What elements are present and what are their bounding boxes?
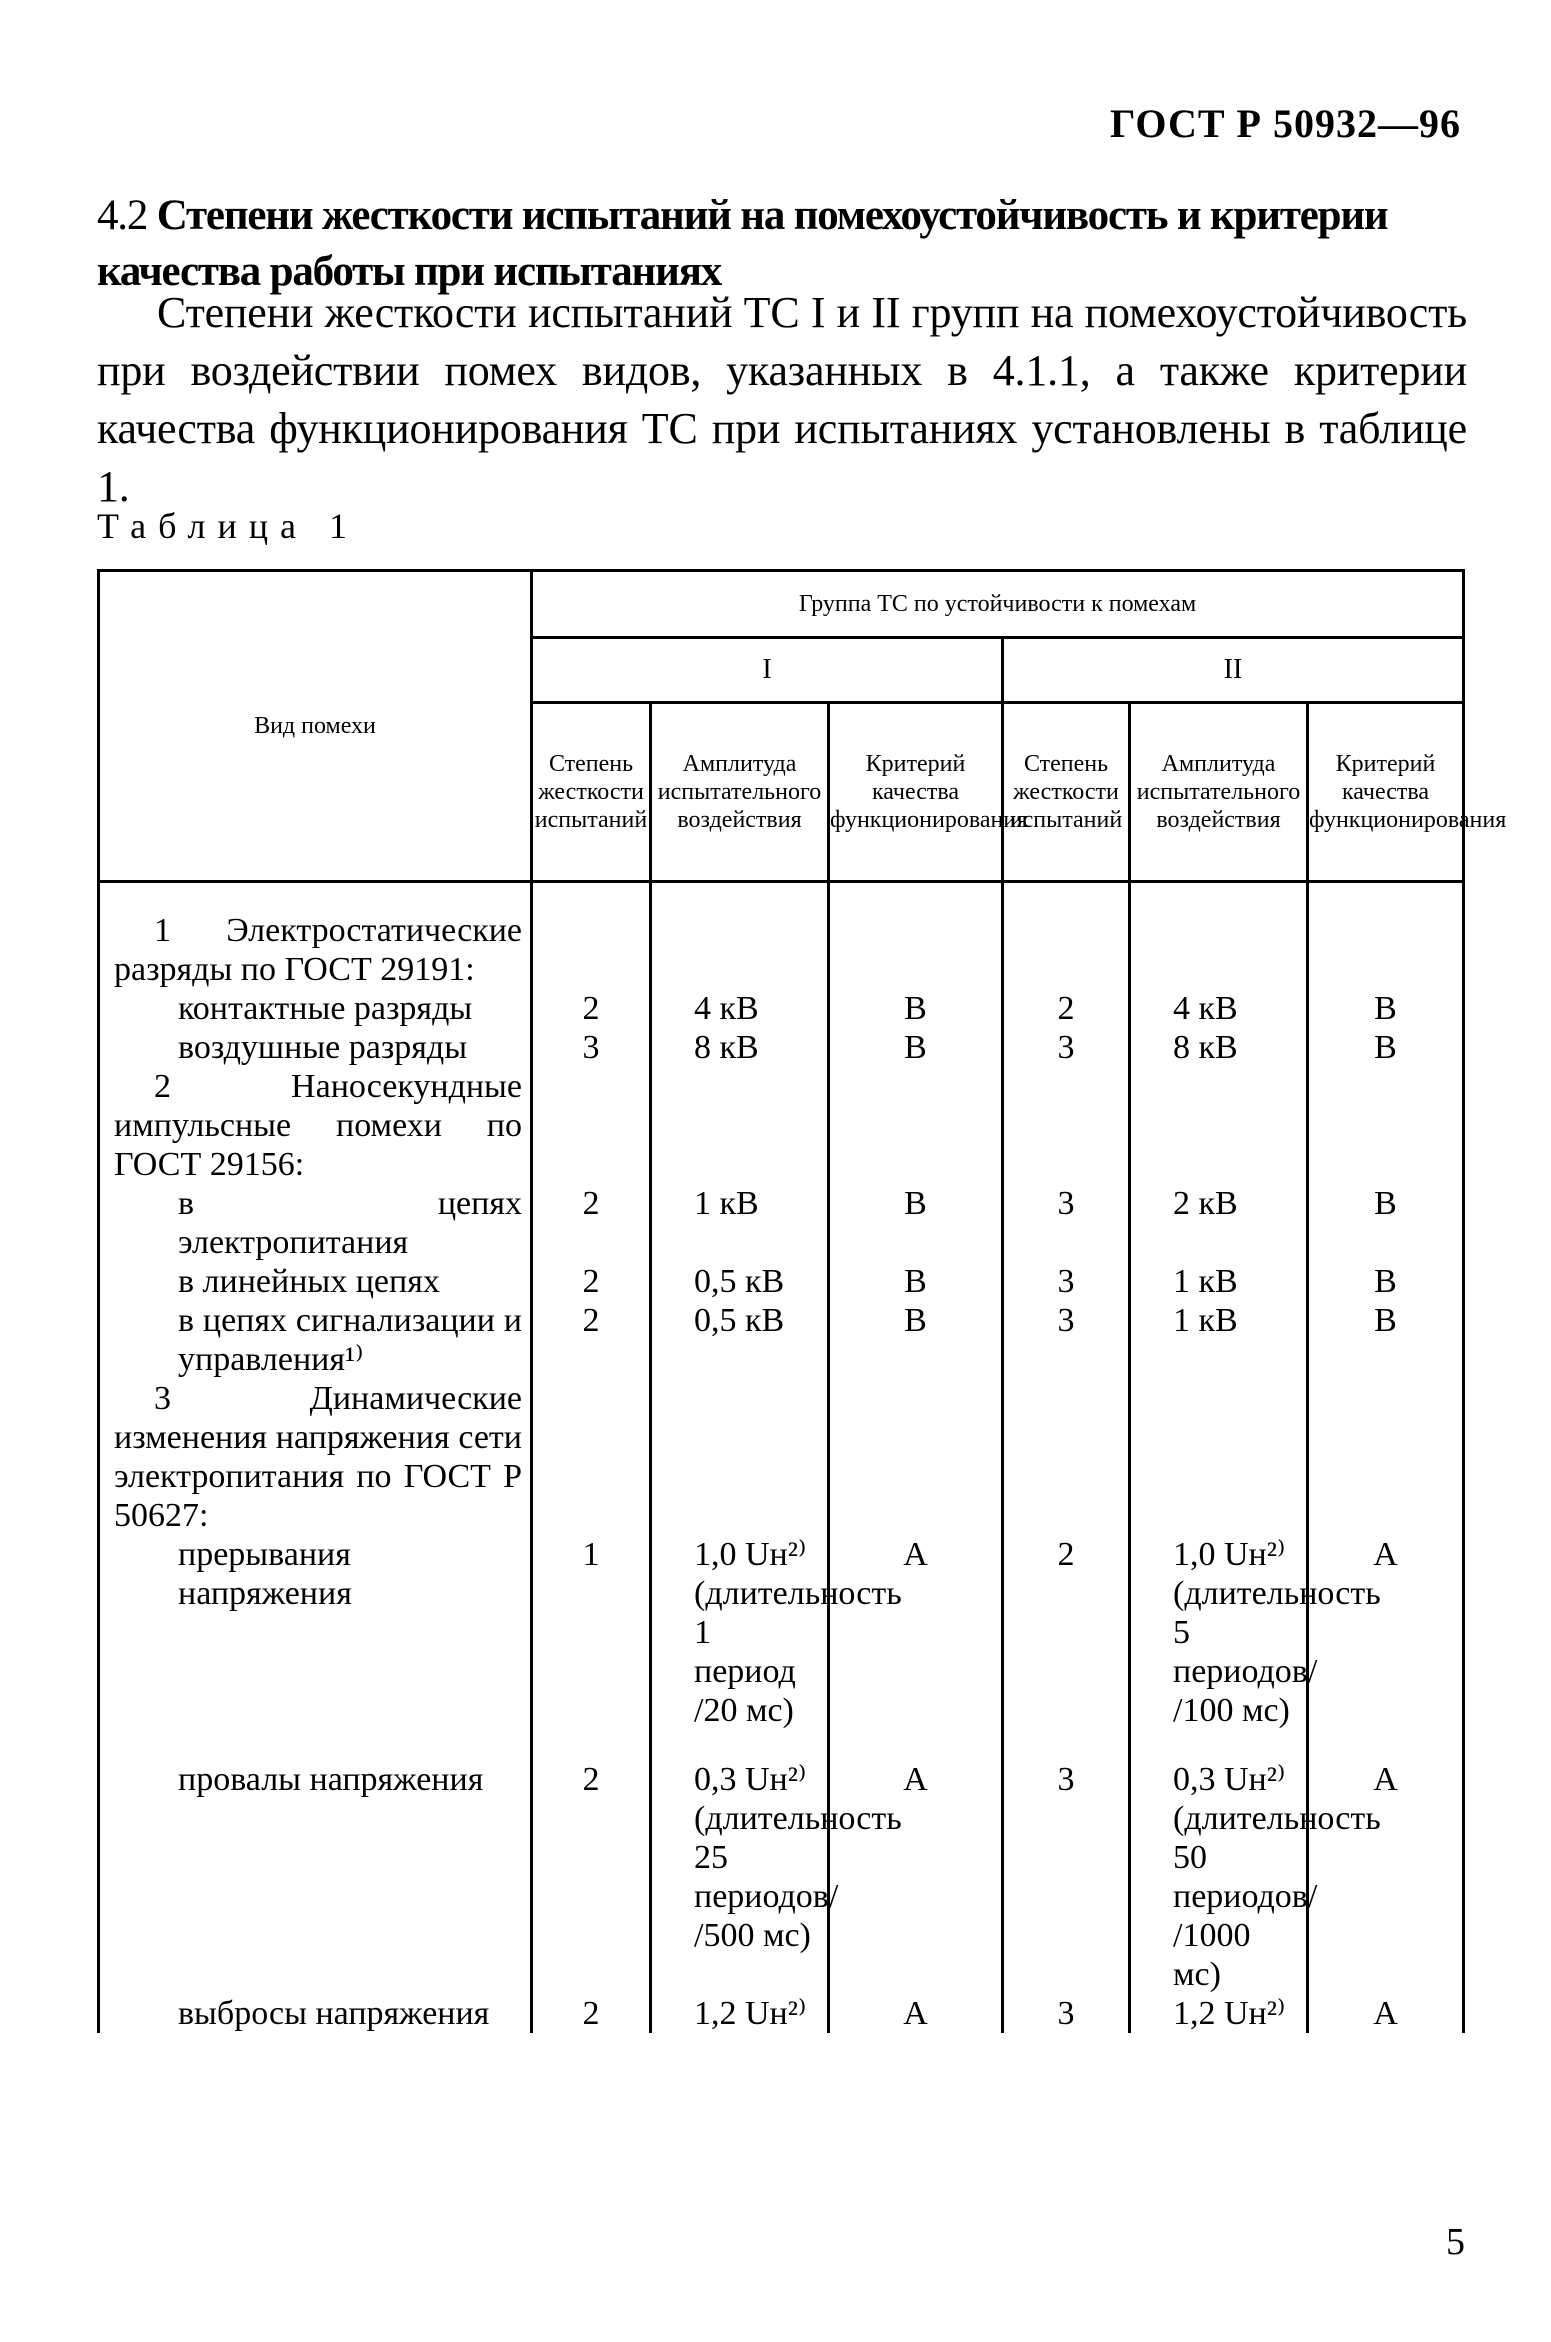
kind-text: 3 Динамические изменения напряжения сети электропитания по ГОСТ Р 50627: [114,1380,522,1534]
table-row [99,1730,1464,1994]
cell-ii-crit: B [1308,989,1464,1028]
cell-kind [99,1535,532,1730]
cell-kind [99,1301,532,1379]
cell-i-crit: A [829,1535,1003,1730]
cell-ii-deg [1003,1379,1130,1535]
page-number: 5 [1446,2221,1465,2263]
cell-i-crit: B [829,989,1003,1028]
cell-i-amp: 8 кВ [651,1028,829,1067]
section-number: 4.2 [97,192,148,239]
cell-ii-amp: 2 кВ [1130,1184,1308,1262]
cell-i-crit: B [829,1262,1003,1301]
cell-i-crit [829,882,1003,990]
cell-ii-deg: 3 [1003,1301,1130,1379]
cell-kind [99,1184,532,1262]
cell-kind [99,1262,532,1301]
kind-text: выбросы напряжения [178,1995,490,2032]
cell-i-crit [829,1067,1003,1184]
cell-ii-amp [1130,1067,1308,1184]
cell-i-amp [651,1379,829,1535]
cell-ii-deg: 3 [1003,1994,1130,2033]
cell-i-amp [651,882,829,990]
table-row [99,1301,1464,1379]
cell-ii-deg: 2 [1003,989,1130,1028]
cell-i-amp: 4 кВ [651,989,829,1028]
kind-text: 2 Наносекундные импульсные помехи по ГОСТ 29156: [114,1068,522,1183]
cell-ii-crit: A [1308,1535,1464,1730]
header-kind: Вид помехи [99,571,532,882]
cell-ii-deg: 3 [1003,1262,1130,1301]
cell-i-amp: 0,3 Uн²⁾ (длительность 25 периодов/ /500 мс) [651,1730,829,1994]
cell-i-amp: 0,5 кВ [651,1301,829,1379]
body-paragraph: Степени жесткости испытаний ТС I и II групп на помехоустойчивость при воздействии помех видов, указанных в 4.1.1, а также критерии качества функционирования ТС при испытаниях установлены в таблице 1. [97,288,1467,511]
cell-i-deg: 2 [532,989,651,1028]
cell-i-deg: 2 [532,1994,651,2033]
cell-ii-amp: 4 кВ [1130,989,1308,1028]
kind-text: воздушные разряды [178,1029,468,1066]
cell-ii-deg [1003,882,1130,990]
table-row [99,1379,1464,1535]
header-i-amplitude: Амплитуда испытательного воздействия [651,703,829,882]
cell-i-amp [651,1067,829,1184]
cell-ii-crit: B [1308,1028,1464,1067]
kind-text: в цепях сигнализации и управления¹⁾ [178,1302,522,1378]
cell-kind [99,1730,532,1994]
cell-i-deg: 2 [532,1301,651,1379]
table-row [99,1028,1464,1067]
cell-ii-crit: B [1308,1301,1464,1379]
kind-text: прерывания напряжения [178,1536,352,1612]
cell-ii-crit: B [1308,1184,1464,1262]
table-row [99,1184,1464,1262]
cell-ii-deg: 3 [1003,1184,1130,1262]
cell-ii-deg [1003,1067,1130,1184]
cell-kind [99,989,532,1028]
header-group: Группа ТС по устойчивости к помехам [532,571,1464,638]
cell-ii-amp [1130,1379,1308,1535]
kind-text: провалы напряжения [178,1761,484,1798]
cell-i-amp: 1,0 Uн²⁾ (длительность 1 период /20 мс) [651,1535,829,1730]
kind-text: контактные разряды [178,990,473,1027]
cell-i-deg: 2 [532,1184,651,1262]
cell-i-crit: A [829,1994,1003,2033]
cell-kind [99,1994,532,2033]
cell-kind [99,1379,532,1535]
header-group-i: I [532,638,1003,703]
cell-ii-amp: 0,3 Uн²⁾ (длительность 50 периодов/ /1000 мс) [1130,1730,1308,1994]
header-i-criterion: Критерий качества функционирования [829,703,1003,882]
cell-kind [99,1067,532,1184]
cell-i-deg [532,1067,651,1184]
header-i-degree: Степень жесткости испытаний [532,703,651,882]
table-row [99,1535,1464,1730]
cell-i-crit: B [829,1301,1003,1379]
cell-i-amp: 1 кВ [651,1184,829,1262]
interference-table [97,569,1507,2033]
cell-ii-amp: 1 кВ [1130,1301,1308,1379]
cell-ii-amp [1130,882,1308,990]
cell-kind [99,882,532,990]
cell-ii-amp: 8 кВ [1130,1028,1308,1067]
cell-ii-amp: 1 кВ [1130,1262,1308,1301]
cell-ii-deg: 3 [1003,1730,1130,1994]
cell-i-crit [829,1379,1003,1535]
cell-i-deg: 3 [532,1028,651,1067]
header-group-ii: II [1003,638,1464,703]
cell-ii-crit [1308,1067,1464,1184]
cell-kind [99,1028,532,1067]
header-ii-amplitude: Амплитуда испытательного воздействия [1130,703,1308,882]
kind-text: в цепях электропитания [178,1185,522,1261]
cell-i-amp: 1,2 Uн²⁾ [651,1994,829,2033]
cell-i-crit: B [829,1184,1003,1262]
cell-i-crit: B [829,1028,1003,1067]
cell-ii-amp: 1,2 Uн²⁾ [1130,1994,1308,2033]
cell-i-deg: 1 [532,1535,651,1730]
table-row [99,1262,1464,1301]
kind-text: в линейных цепях [178,1263,440,1300]
section-title: Степени жесткости испытаний на помехоустойчивость и критерии качества работы при испытаниях [97,192,1388,295]
cell-ii-crit [1308,882,1464,990]
table-row [99,989,1464,1028]
cell-i-amp: 0,5 кВ [651,1262,829,1301]
table-body [99,882,1464,2034]
cell-ii-crit: A [1308,1994,1464,2033]
table-row [99,1067,1464,1184]
cell-ii-crit [1308,1379,1464,1535]
header-ii-criterion: Критерий качества функционирования [1308,703,1464,882]
document-code: ГОСТ Р 50932—96 [1109,101,1461,146]
cell-i-crit: A [829,1730,1003,1994]
table-caption: Таблица 1 [97,506,359,546]
cell-ii-crit: A [1308,1730,1464,1994]
header-ii-degree: Степень жесткости испытаний [1003,703,1130,882]
cell-i-deg [532,882,651,990]
table-row [99,1994,1464,2033]
cell-ii-amp: 1,0 Uн²⁾ (длительность 5 периодов/ /100 мс) [1130,1535,1308,1730]
table-row [99,882,1464,990]
cell-ii-deg: 2 [1003,1535,1130,1730]
kind-text: 1 Электростатические разряды по ГОСТ 29191: [114,912,522,988]
cell-i-deg [532,1379,651,1535]
cell-ii-crit: B [1308,1262,1464,1301]
cell-i-deg: 2 [532,1262,651,1301]
cell-i-deg: 2 [532,1730,651,1994]
cell-ii-deg: 3 [1003,1028,1130,1067]
